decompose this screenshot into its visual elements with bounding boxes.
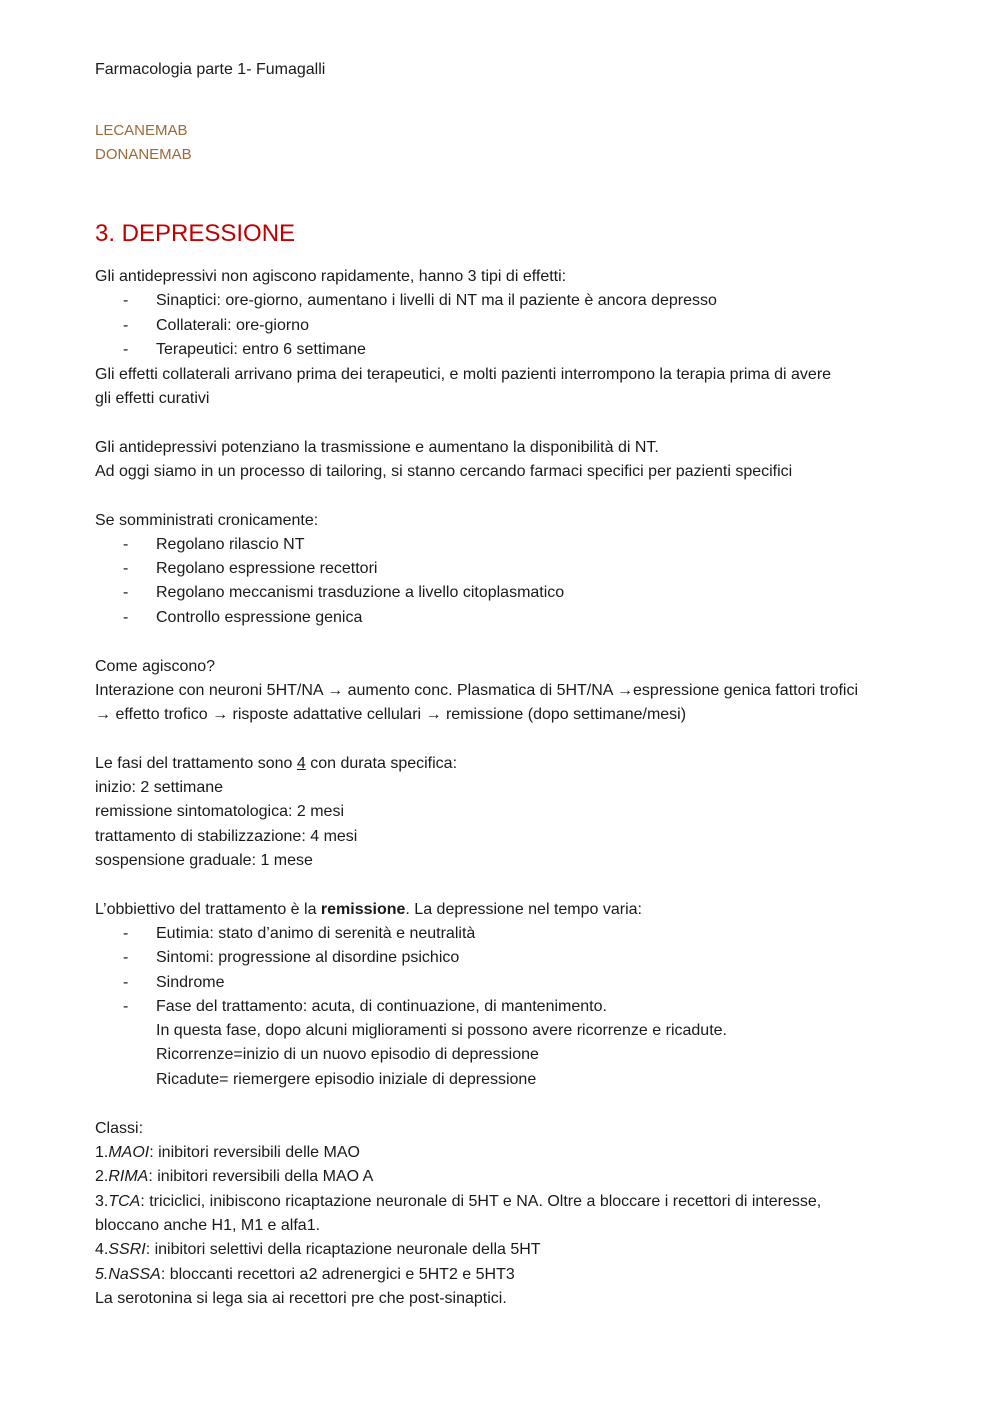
phase-item: trattamento di stabilizzazione: 4 mesi [95,828,358,845]
page-header: Farmacologia parte 1- Fumagalli [95,61,326,78]
sub-item: In questa fase, dopo alcuni miglioramenti si possono avere ricorrenze e ricadute. [156,1022,727,1039]
classes-intro: Classi: [95,1120,144,1137]
paragraph-line: Interazione con neuroni 5HT/NA → aumento conc. Plasmatica di 5HT/NA →espressione genica fattori trofici [95,682,859,699]
paragraph-line: Come agiscono? [95,658,216,675]
class-item: 2.RIMA: inibitori reversibili della MAO A [95,1168,374,1185]
phase-item: sospensione graduale: 1 mese [95,852,313,869]
chronic-intro: Se somministrati cronicamente: [95,512,319,529]
paragraph-line: → effetto trofico → risposte adattative cellulari → remissione (dopo settimane/mesi) [95,706,687,723]
class-item: 4.SSRI: inibitori selettivi della ricaptazione neuronale della 5HT [95,1241,541,1258]
class-item: 5.NaSSA: bloccanti recettori a2 adrenergici e 5HT2 e 5HT3 [95,1266,515,1283]
paragraph-line: gli effetti curativi [95,390,210,407]
class-item: 3.TCA: triciclici, inibiscono ricaptazione neuronale di 5HT e NA. Oltre a bloccare i recettori di interesse, [95,1193,822,1210]
section-title: 3. DEPRESSIONE [95,220,296,247]
class-item: 1.MAOI: inibitori reversibili delle MAO [95,1144,360,1161]
intro-text: Gli antidepressivi non agiscono rapidamente, hanno 3 tipi di effetti: [95,268,567,285]
phase-item: inizio: 2 settimane [95,779,224,796]
drug-name-lecanemab: LECANEMAB [95,122,188,139]
paragraph-line: Gli antidepressivi potenziano la trasmissione e aumentano la disponibilità di NT. [95,439,659,456]
class-item-continuation: bloccano anche H1, M1 e alfa1. [95,1217,321,1234]
sub-item: Ricadute= riemergere episodio iniziale di depressione [156,1071,537,1088]
paragraph-line: Ad oggi siamo in un processo di tailoring, si stanno cercando farmaci specifici per pazienti specifici [95,463,793,480]
classes-outro: La serotonina si lega sia ai recettori pre che post-sinaptici. [95,1290,507,1307]
paragraph-line: Gli effetti collaterali arrivano prima dei terapeutici, e molti pazienti interrompono la terapia prima di avere [95,366,832,383]
phases-intro: Le fasi del trattamento sono 4 con durata specifica: [95,755,458,772]
goal-intro: L’obbiettivo del trattamento è la remissione. La depressione nel tempo varia: [95,901,642,918]
phase-item: remissione sintomatologica: 2 mesi [95,803,344,820]
sub-item: Ricorrenze=inizio di un nuovo episodio di depressione [156,1046,539,1063]
drug-name-donanemab: DONANEMAB [95,146,192,163]
